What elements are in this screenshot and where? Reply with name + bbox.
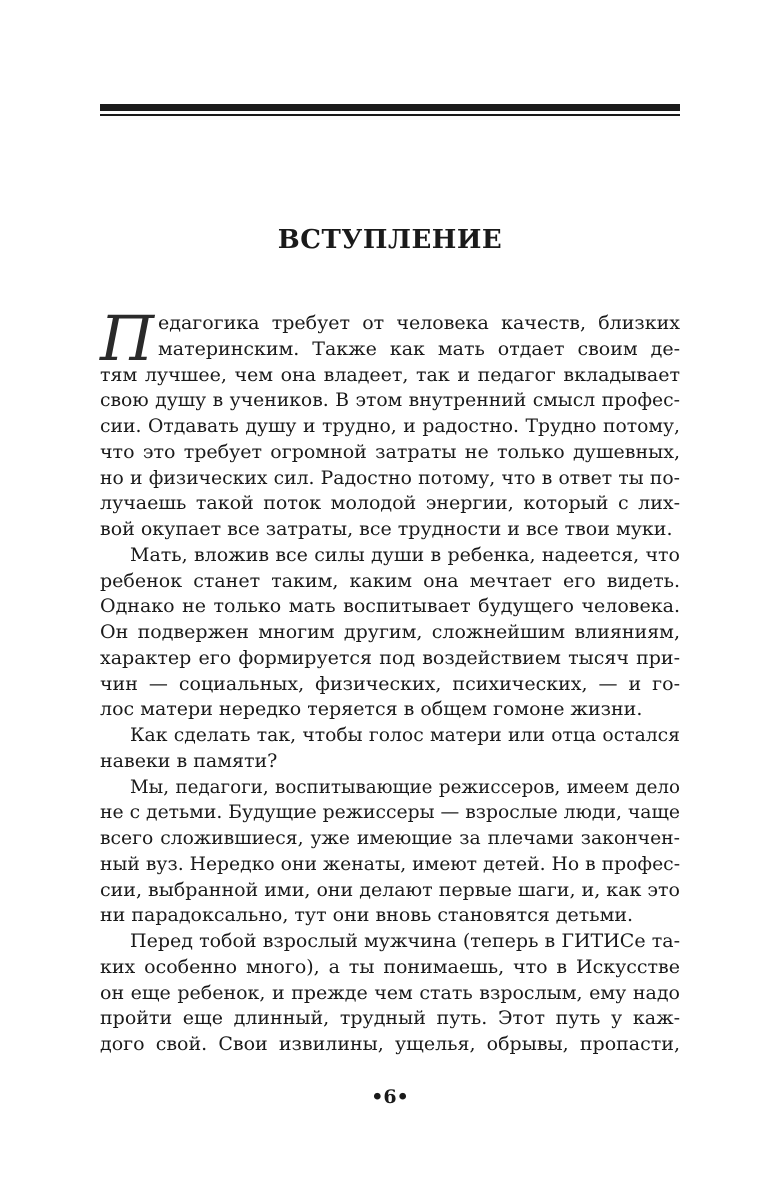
text-line: пройти еще длинный, трудный путь. Этот путь у каж-: [100, 1007, 680, 1030]
text-line: Он подвержен многим другим, сложнейшим влияниям,: [100, 621, 680, 643]
text-line: вой окупает все затраты, все трудности и все твои муки.: [100, 518, 673, 540]
text-line: он еще ребенок, и прежде чем стать взрослым, ему надо: [100, 981, 680, 1004]
text-line: ный вуз. Нередко они женаты, имеют детей. Но в профес-: [100, 853, 681, 875]
text-line: свою душу в учеников. В этом внутренний смысл профес-: [100, 390, 680, 412]
text-line: сии. Отдавать душу и трудно, и радостно. Трудно потому,: [100, 416, 680, 437]
page-number: •6•: [371, 1086, 409, 1108]
text-line: всего сложившиеся, уже имеющие за плечами закончен-: [100, 828, 680, 849]
text-line: лучаешь такой поток молодой энергии, который с лих-: [100, 492, 680, 515]
text-line: что это требует огромной затраты не только душевных,: [100, 440, 680, 463]
text-line: тям лучшее, чем она владеет, так и педагог вкладывает: [100, 363, 680, 386]
text-line: дого свой. Свои извилины, ущелья, обрывы, пропасти,: [100, 1033, 680, 1055]
text-line: сии, выбранной ими, они делают первые шаги, и, как это: [100, 878, 681, 901]
text-line: едагогика требует от человека качеств, близких: [158, 312, 680, 334]
text-line: лос матери нередко теряется в общем гомоне жизни.: [100, 698, 643, 721]
chapter-title: ВСТУПЛЕНИЕ: [277, 225, 503, 255]
text-line: материнским. Также как мать отдает своим де-: [158, 337, 680, 360]
text-line: Как сделать так, чтобы голос матери или отца остался: [130, 725, 680, 746]
dropcap-letter: П: [100, 302, 155, 375]
text-line: ни парадоксально, тут они вновь становятся детьми.: [100, 904, 634, 927]
text-line: ких особенно много), а ты понимаешь, что в Искусстве: [100, 955, 680, 978]
text-line: чин — социальных, физических, психических, — и го-: [100, 672, 680, 695]
text-line: навеки в памяти?: [100, 749, 278, 772]
text-line: характер его формируется под воздействием тысяч при-: [100, 646, 680, 669]
text-line: Однако не только мать воспитывает будущего человека.: [100, 595, 680, 618]
body-text: [100, 302, 681, 1058]
text-line: Мать, вложив все силы души в ребенка, надеется, что: [130, 543, 680, 566]
header-rule-thick: [100, 104, 680, 111]
header-rule-thin: [100, 114, 680, 116]
text-line: не с детьми. Будущие режиссеры — взрослые люди, чаще: [100, 802, 680, 824]
text-line: ребенок станет таким, каким она мечтает его видеть.: [100, 569, 680, 592]
text-line: Перед тобой взрослый мужчина (теперь в ГИТИСе та-: [130, 930, 680, 952]
text-line: но и физических сил. Радостно потому, что в ответ ты по-: [100, 467, 680, 489]
text-line: Мы, педагоги, воспитывающие режиссеров, имеем дело: [130, 776, 680, 798]
